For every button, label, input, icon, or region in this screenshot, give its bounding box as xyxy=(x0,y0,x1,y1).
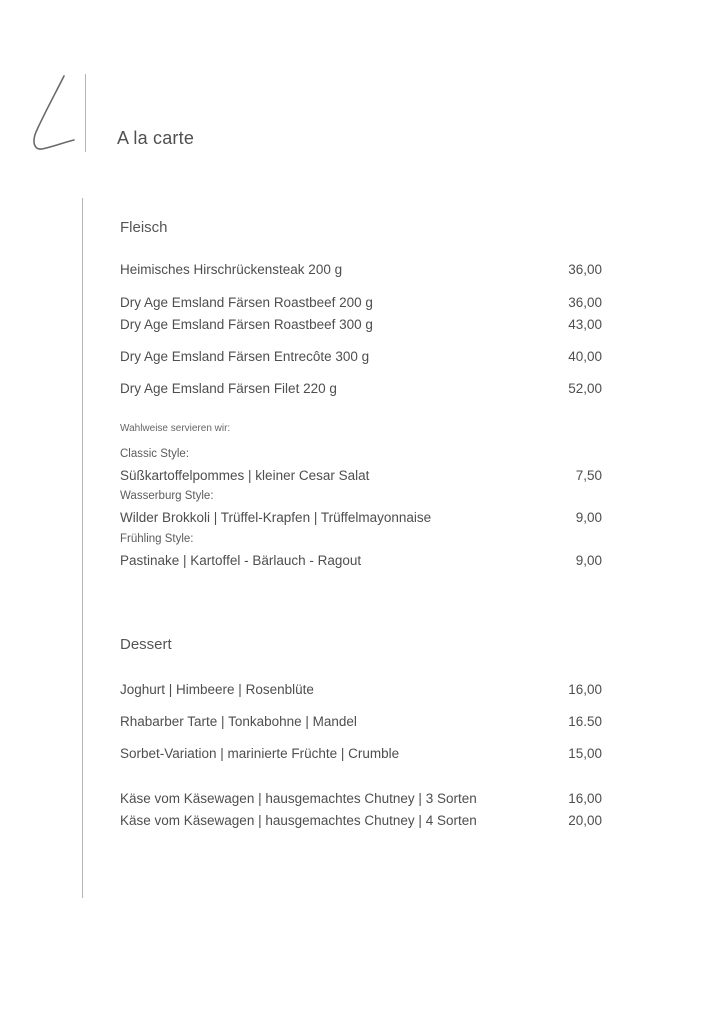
menu-item xyxy=(120,381,602,396)
side-note: Wahlweise servieren wir: xyxy=(120,423,231,434)
page-title: A la carte xyxy=(117,128,195,148)
item-price: 9,00 xyxy=(575,510,602,525)
item-price: 7,50 xyxy=(575,468,602,483)
menu-item xyxy=(120,262,602,277)
item-price: 16.50 xyxy=(568,714,602,729)
style-item xyxy=(120,553,602,568)
item-price: 16,00 xyxy=(568,791,602,806)
item-name: Wilder Brokkoli | Trüffel-Krapfen | Trüffelmayonnaise xyxy=(120,510,432,525)
menu-item xyxy=(120,746,602,761)
item-name: Käse vom Käsewagen | hausgemachtes Chutney | 3 Sorten xyxy=(120,791,477,806)
menu-item xyxy=(120,682,602,697)
menu-item xyxy=(120,295,602,310)
item-price: 15,00 xyxy=(568,746,602,761)
item-name: Pastinake | Kartoffel - Bärlauch - Ragout xyxy=(120,553,362,568)
item-name: Dry Age Emsland Färsen Roastbeef 200 g xyxy=(120,295,373,310)
style-item xyxy=(120,510,602,525)
item-price: 9,00 xyxy=(575,553,602,568)
section-title-dessert: Dessert xyxy=(120,636,172,653)
style-label: Wasserburg Style: xyxy=(120,490,214,502)
item-name: Heimisches Hirschrückensteak 200 g xyxy=(120,262,343,277)
section-title-fleisch: Fleisch xyxy=(120,219,168,236)
item-price: 52,00 xyxy=(568,381,602,396)
content-divider xyxy=(82,198,83,898)
menu-item xyxy=(120,714,602,729)
item-price: 43,00 xyxy=(568,317,602,332)
menu-item xyxy=(120,813,602,828)
item-price: 16,00 xyxy=(568,682,602,697)
menu-item xyxy=(120,791,602,806)
script-l-logo-icon xyxy=(26,70,82,160)
item-name: Joghurt | Himbeere | Rosenblüte xyxy=(120,682,314,697)
header-divider xyxy=(85,74,86,152)
menu-item xyxy=(120,317,602,332)
item-name: Dry Age Emsland Färsen Roastbeef 300 g xyxy=(120,317,373,332)
item-name: Süßkartoffelpommes | kleiner Cesar Salat xyxy=(120,468,370,483)
item-price: 40,00 xyxy=(568,349,602,364)
menu-item xyxy=(120,349,602,364)
item-name: Sorbet-Variation | marinierte Früchte | Crumble xyxy=(120,746,400,761)
item-price: 20,00 xyxy=(568,813,602,828)
item-name: Rhabarber Tarte | Tonkabohne | Mandel xyxy=(120,714,357,729)
item-price: 36,00 xyxy=(568,295,602,310)
item-name: Dry Age Emsland Färsen Filet 220 g xyxy=(120,381,337,396)
item-name: Käse vom Käsewagen | hausgemachtes Chutney | 4 Sorten xyxy=(120,813,477,828)
item-price: 36,00 xyxy=(568,262,602,277)
item-name: Dry Age Emsland Färsen Entrecôte 300 g xyxy=(120,349,370,364)
style-label: Classic Style: xyxy=(120,448,190,460)
style-item xyxy=(120,468,602,483)
style-label: Frühling Style: xyxy=(120,533,194,545)
